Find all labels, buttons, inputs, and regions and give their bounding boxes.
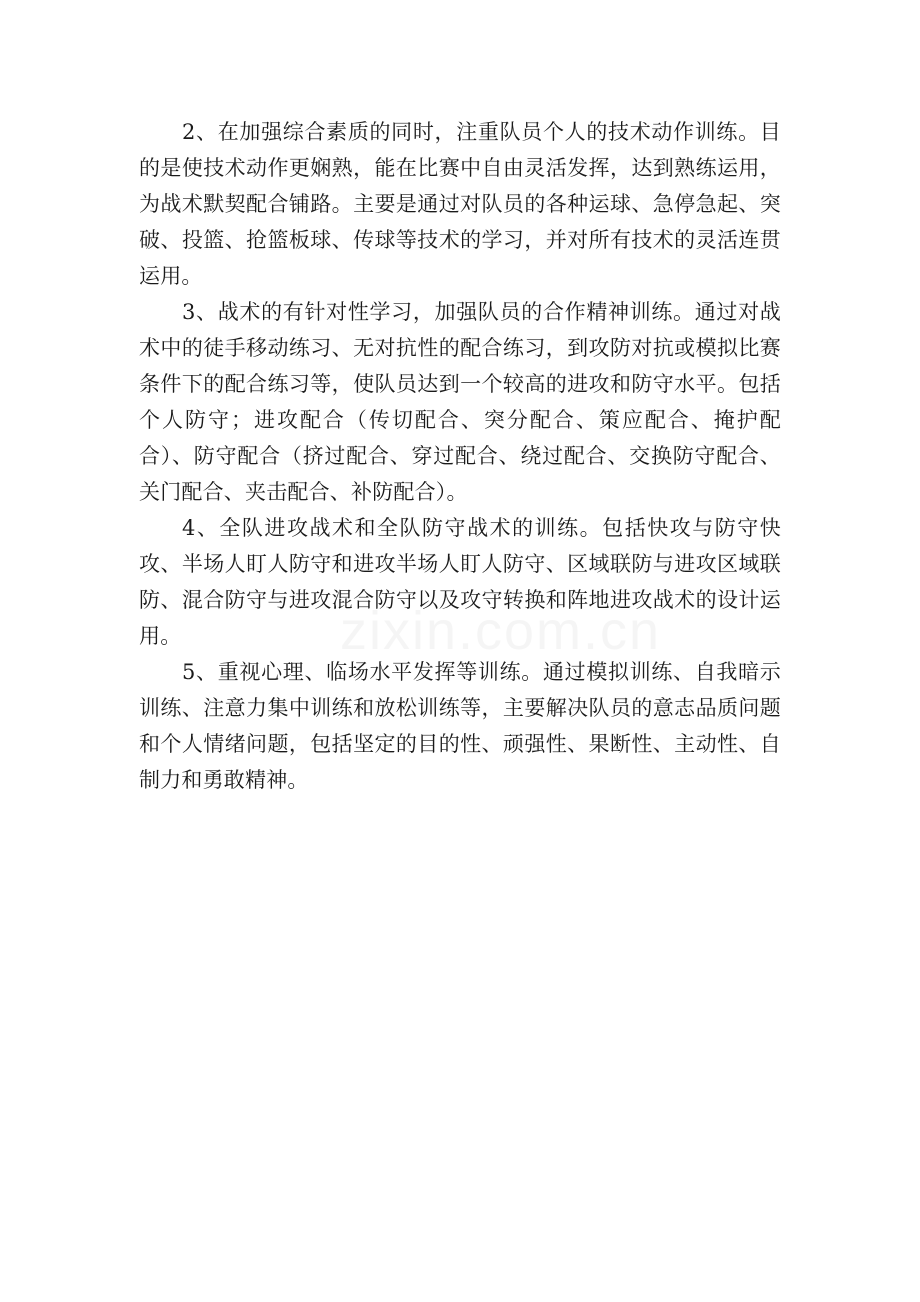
watermark: zixin.com.cn bbox=[340, 601, 662, 661]
paragraph-2-technical-training: 2、在加强综合素质的同时，注重队员个人的技术动作训练。目的是使技术动作更娴熟，能在比赛中自由灵活发挥，达到熟练运用，为战术默契配合铺路。主要是通过对队员的各种运球、急停急起、突破、投篮、抢篮板球、传球等技术的学习，并对所有技术的灵活连贯运用。 bbox=[139, 120, 781, 288]
paragraph-4-team-tactics: 4、全队进攻战术和全队防守战术的训练。包括快攻与防守快攻、半场人盯人防守和进攻半场人盯人防守、区域联防与进攻区域联防、混合防守与进攻混合防守以及攻守转换和阵地进攻战术的设计运用。 bbox=[139, 516, 781, 648]
paragraph-3-tactical-learning: 3、战术的有针对性学习，加强队员的合作精神训练。通过对战术中的徒手移动练习、无对抗性的配合练习，到攻防对抗或模拟比赛条件下的配合练习等，使队员达到一个较高的进攻和防守水平。包括个人防守；进攻配合（传切配合、突分配合、策应配合、掩护配合）、防守配合（挤过配合、穿过配合、绕过配合、交换防守配合、关门配合、夹击配合、补防配合）。 bbox=[139, 300, 781, 504]
document-body bbox=[139, 114, 781, 798]
paragraph-5-psychological-training: 5、重视心理、临场水平发挥等训练。通过模拟训练、自我暗示训练、注意力集中训练和放松训练等，主要解决队员的意志品质问题和个人情绪问题，包括坚定的目的性、顽强性、果断性、主动性、自制力和勇敢精神。 bbox=[139, 660, 781, 792]
